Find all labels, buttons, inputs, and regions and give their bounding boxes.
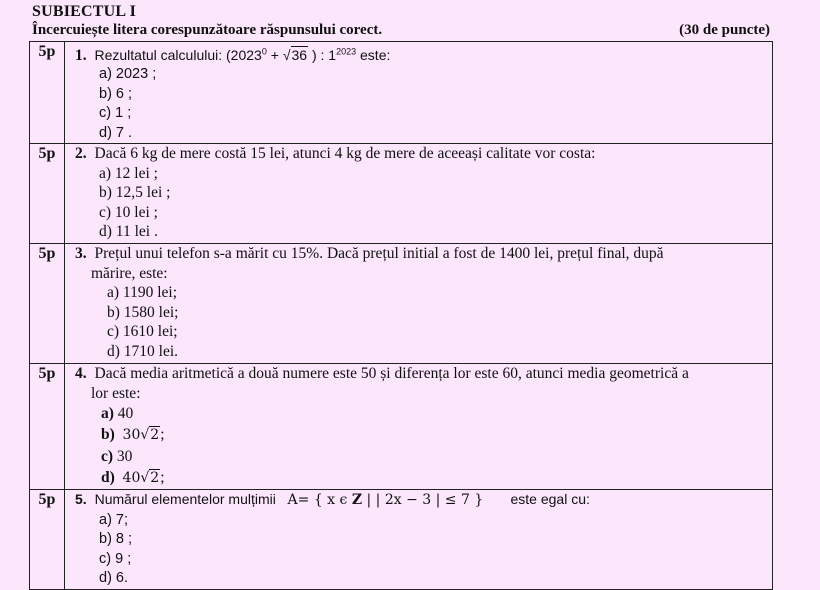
option-a[interactable]: a) 7; <box>99 511 129 528</box>
option-a[interactable]: a) 2023 ; <box>99 66 157 83</box>
option-a[interactable]: a) 1190 lei; <box>107 284 178 302</box>
question-body <box>65 144 773 244</box>
option-b[interactable]: b) 12,5 lei ; <box>99 184 171 202</box>
questions-table <box>29 41 773 590</box>
option-c[interactable]: c) 10 lei ; <box>99 203 158 221</box>
question-number: 1. <box>75 46 87 64</box>
points-cell: 5p <box>30 42 65 144</box>
question-row-1 <box>30 42 773 144</box>
set-expression: A= { x ϵ Z | | 2x − 3 | ≤ 7 } <box>287 492 484 509</box>
option-d[interactable]: d) 1710 lei. <box>107 342 179 360</box>
options-list <box>75 283 766 361</box>
question-text-continued: lor este: <box>91 384 141 402</box>
total-points: (30 de puncte) <box>679 22 770 38</box>
instruction-text: Încercuiește litera corespunzătoare răspunsului corect. <box>32 22 383 38</box>
points-cell: 5p <box>30 144 65 244</box>
question-row-5 <box>30 490 773 590</box>
question-text-continued: mărire, este: <box>91 264 168 282</box>
question-body <box>65 42 773 144</box>
question-text <box>75 42 766 65</box>
question-text <box>75 144 766 164</box>
option-d[interactable]: d) 7 . <box>99 124 133 141</box>
option-c[interactable]: c) 1610 lei; <box>107 323 178 341</box>
question-prompt: Rezultatul calculului: ($2023^0 + √36$ ) : $1^{2023}$ este: <box>94 46 391 63</box>
question-row-3 <box>30 244 773 364</box>
option-d[interactable]: d) 11 lei . <box>99 223 158 241</box>
options-list <box>75 403 766 489</box>
question-number: 2. <box>75 145 87 163</box>
sqrt-symbol: √ <box>140 427 150 444</box>
option-d[interactable]: d) 40√2; <box>101 469 165 487</box>
points-cell: 5p <box>30 364 65 490</box>
question-prompt: Numărul elementelor mulțimii <box>94 491 276 508</box>
points-cell: 5p <box>30 490 65 590</box>
question-body <box>65 244 773 364</box>
options-list <box>75 511 766 589</box>
options-list <box>75 65 766 143</box>
option-b[interactable]: b) 6 ; <box>99 85 133 102</box>
question-row-2 <box>30 144 773 244</box>
points-cell: 5p <box>30 244 65 364</box>
question-row-4 <box>30 364 773 490</box>
option-c[interactable]: c) 30 <box>101 448 133 466</box>
question-number: 3. <box>75 245 87 263</box>
question-text <box>75 244 766 264</box>
option-b[interactable]: b) 30√2; <box>101 426 165 444</box>
question-text <box>75 364 766 384</box>
option-a[interactable]: a) 40 <box>101 405 134 423</box>
option-c[interactable]: c) 1 ; <box>99 105 132 122</box>
question-prompt: Dacă 6 kg de mere costă 15 lei, atunci 4 kg de mere de aceeași calitate vor costa: <box>94 145 596 163</box>
sqrt-symbol: √ <box>282 46 291 63</box>
section-title: SUBIECTUL I <box>32 3 137 20</box>
question-text <box>75 490 766 511</box>
question-number: 5. <box>75 491 87 508</box>
options-list <box>75 164 766 242</box>
option-a[interactable]: a) 12 lei ; <box>99 164 158 182</box>
question-prompt: Dacă media aritmetică a două numere este 50 și diferența lor este 60, atunci media geometrică a <box>94 365 689 383</box>
option-b[interactable]: b) 8 ; <box>99 531 133 548</box>
question-body <box>65 490 773 590</box>
question-number: 4. <box>75 365 87 383</box>
option-c[interactable]: c) 9 ; <box>99 550 132 567</box>
question-body <box>65 364 773 490</box>
option-d[interactable]: d) 6. <box>99 570 129 587</box>
question-prompt: Prețul unui telefon s-a mărit cu 15%. Dacă prețul initial a fost de 1400 lei, prețul final, după <box>94 245 664 263</box>
question-prompt-end: este egal cu: <box>510 491 590 508</box>
option-b[interactable]: b) 1580 lei; <box>107 303 179 321</box>
sqrt-symbol: √ <box>140 470 150 487</box>
